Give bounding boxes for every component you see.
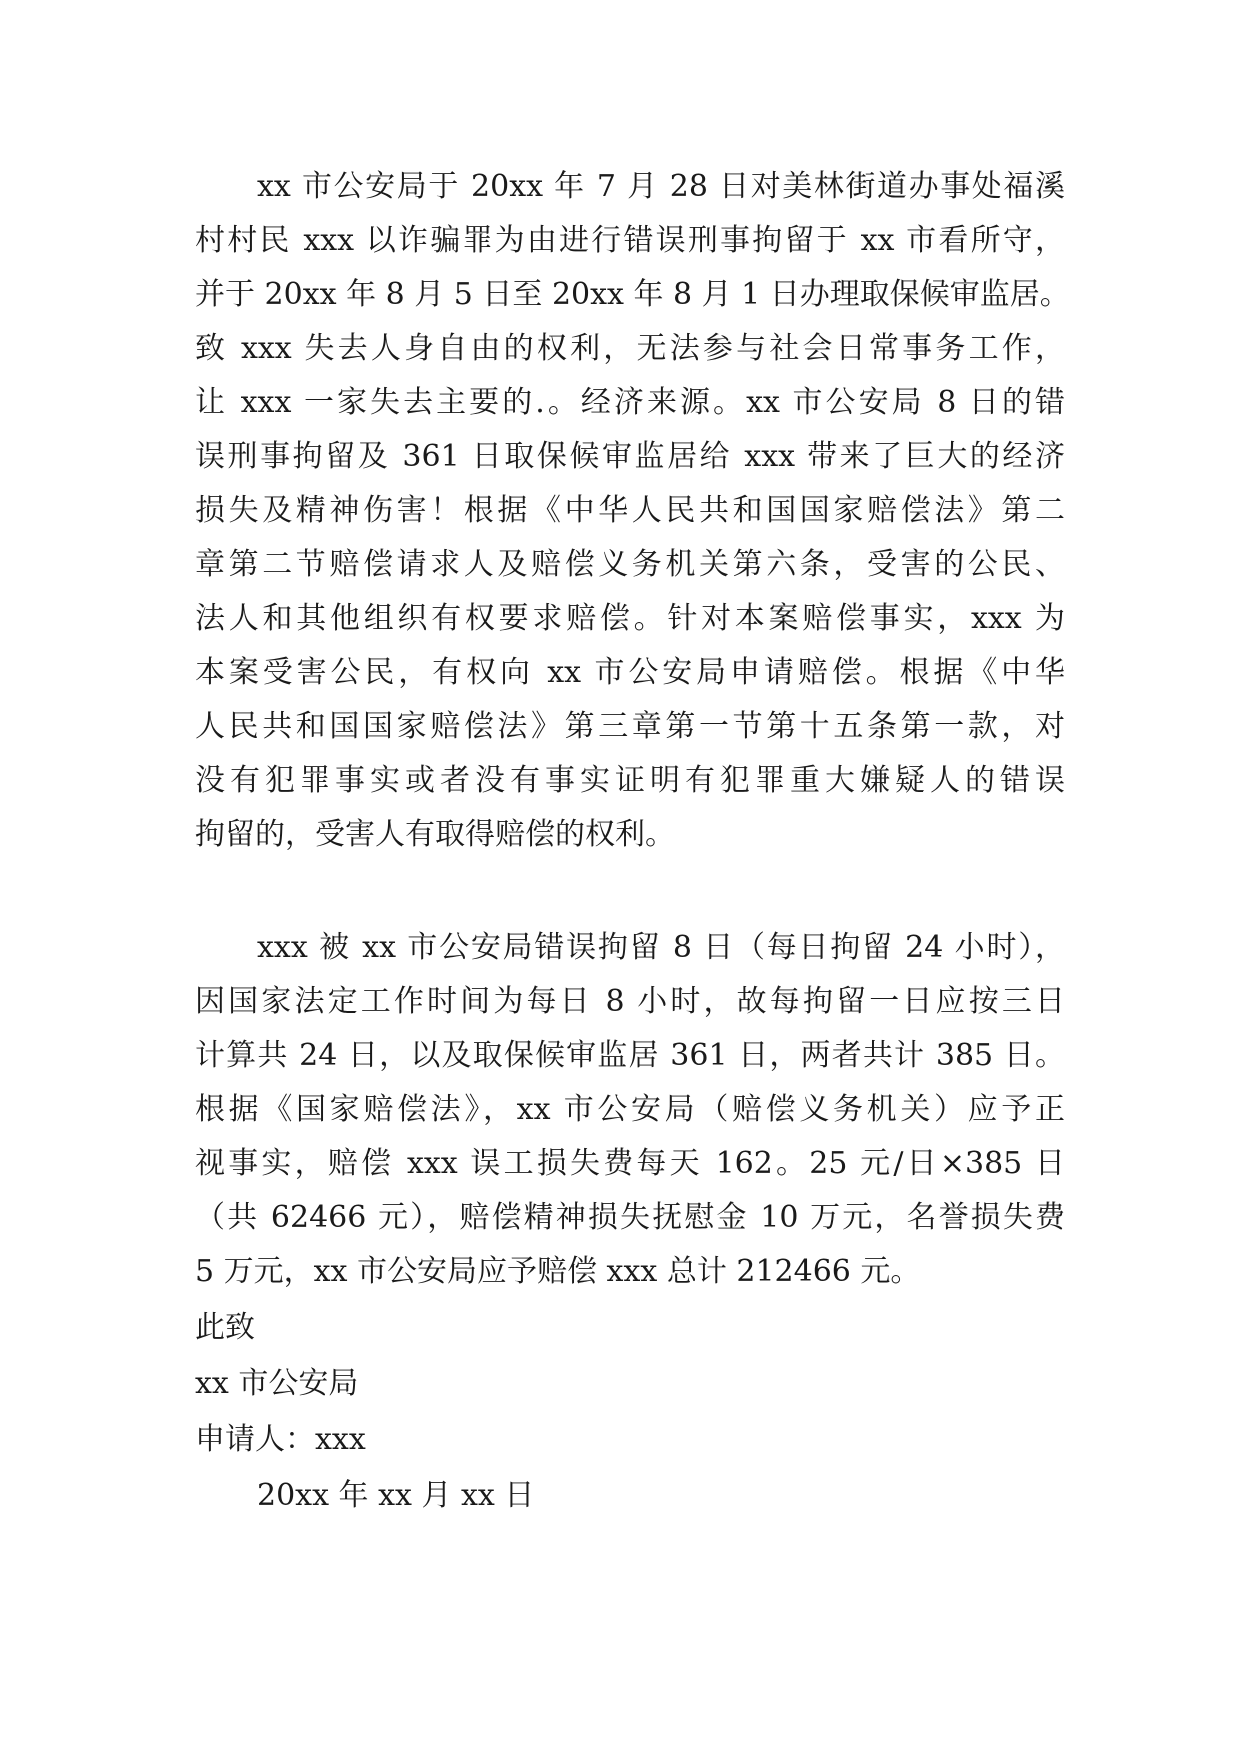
paragraph-2-line-6: （共 62466 元），赔偿精神损失抚慰金 10 万元，名誉损失费	[195, 1200, 1065, 1235]
paragraph-1-line-8: 章第二节赔偿请求人及赔偿义务机关第六条，受害的公民、	[195, 547, 1065, 582]
paragraph-2-line-1: xxx 被 xx 市公安局错误拘留 8 日（每日拘留 24 小时），	[257, 930, 1065, 965]
paragraph-1-line-10: 本案受害公民，有权向 xx 市公安局申请赔偿。根据《中华	[195, 655, 1065, 690]
paragraph-1-line-13: 拘留的，受害人有取得赔偿的权利。	[195, 817, 675, 852]
closing-salutation: 此致	[195, 1310, 255, 1345]
paragraph-1-line-3: 并于 20xx 年 8 月 5 日至 20xx 年 8 月 1 日办理取保候审监居。	[195, 277, 1070, 312]
paragraph-1-line-12: 没有犯罪事实或者没有事实证明有犯罪重大嫌疑人的错误	[195, 763, 1065, 798]
paragraph-1-line-4: 致 xxx 失去人身自由的权利，无法参与社会日常事务工作，	[195, 331, 1065, 366]
paragraph-2-line-4: 根据《国家赔偿法》，xx 市公安局（赔偿义务机关）应予正	[195, 1092, 1065, 1127]
paragraph-1-line-2: 村村民 xxx 以诈骗罪为由进行错误刑事拘留于 xx 市看所守，	[195, 223, 1065, 258]
recipient: xx 市公安局	[195, 1366, 359, 1401]
document-date: 20xx 年 xx 月 xx 日	[257, 1478, 535, 1513]
paragraph-2-line-3: 计算共 24 日，以及取保候审监居 361 日，两者共计 385 日。	[195, 1038, 1065, 1073]
paragraph-1-line-1: xx 市公安局于 20xx 年 7 月 28 日对美林街道办事处福溪	[257, 169, 1065, 204]
paragraph-2-line-5: 视事实，赔偿 xxx 误工损失费每天 162。25 元/日×385 日	[195, 1146, 1065, 1181]
paragraph-1-line-11: 人民共和国国家赔偿法》第三章第一节第十五条第一款，对	[195, 709, 1065, 744]
paragraph-1-line-5: 让 xxx 一家失去主要的.。经济来源。xx 市公安局 8 日的错	[195, 385, 1065, 420]
applicant-signature: 申请人：xxx	[195, 1422, 366, 1457]
paragraph-1-line-7: 损失及精神伤害！根据《中华人民共和国国家赔偿法》第二	[195, 493, 1065, 528]
paragraph-2-line-7: 5 万元，xx 市公安局应予赔偿 xxx 总计 212466 元。	[195, 1254, 921, 1289]
paragraph-2-line-2: 因国家法定工作时间为每日 8 小时，故每拘留一日应按三日	[195, 984, 1065, 1019]
paragraph-1-line-6: 误刑事拘留及 361 日取保候审监居给 xxx 带来了巨大的经济	[195, 439, 1065, 474]
paragraph-1-line-9: 法人和其他组织有权要求赔偿。针对本案赔偿事实，xxx 为	[195, 601, 1065, 636]
